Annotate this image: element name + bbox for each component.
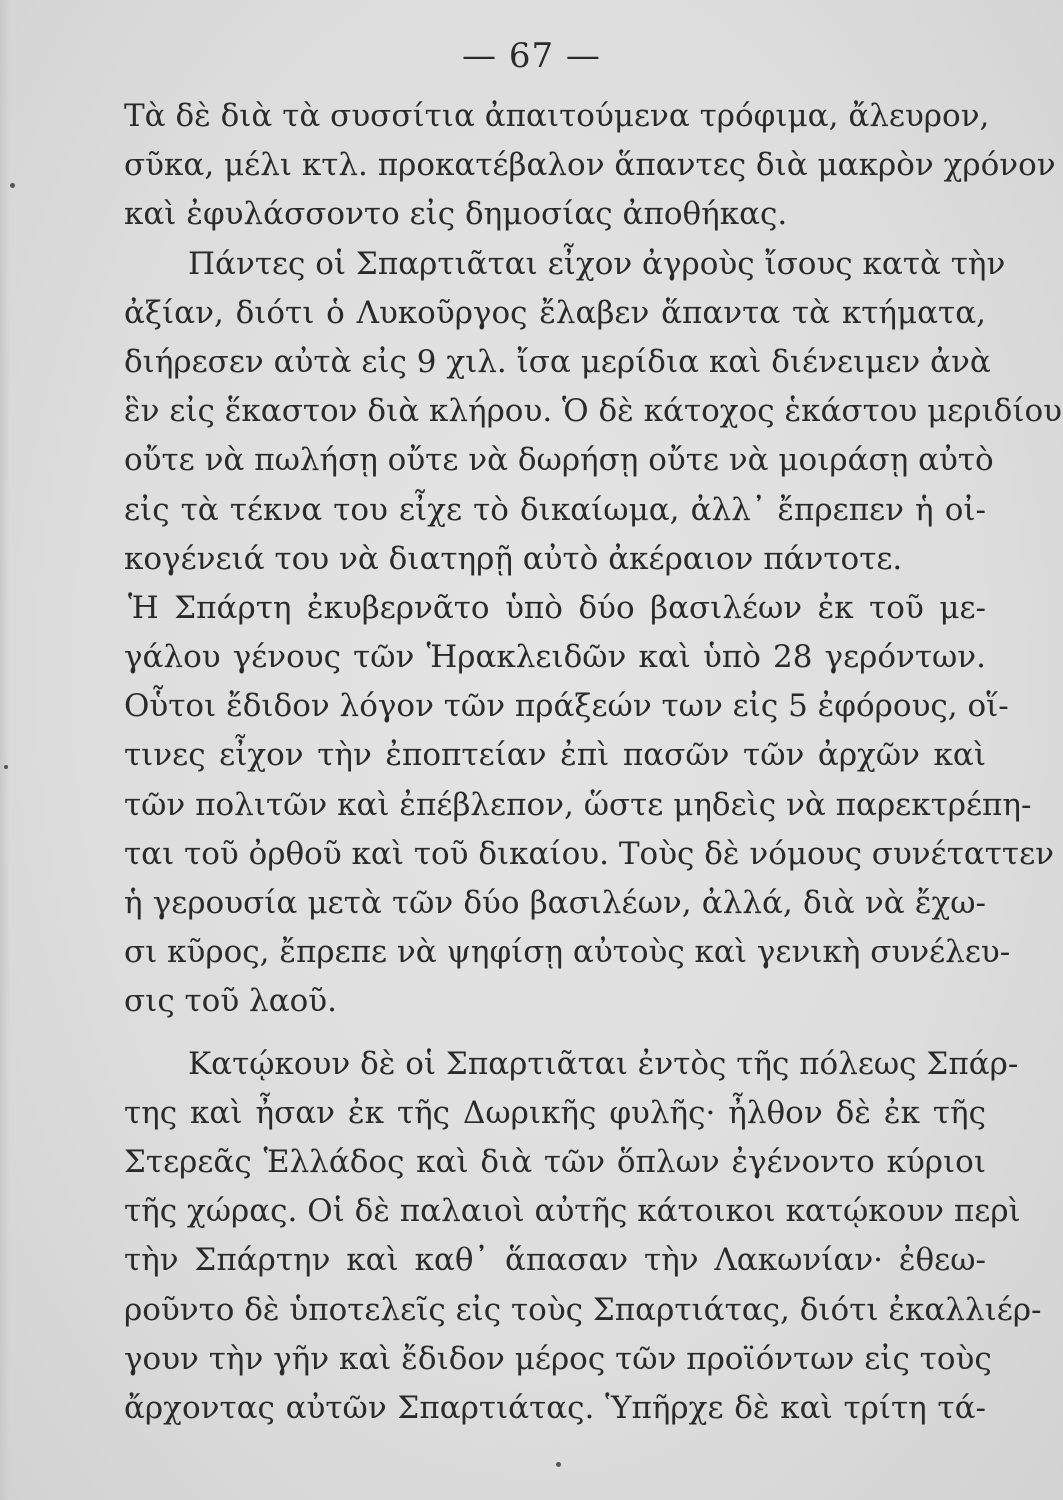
body-text [124, 92, 1062, 1433]
text-line: Πάντες οἱ Σπαρτιᾶται εἶχον ἀγροὺς ἴσους κατὰ τὴν [188, 245, 1006, 282]
text-line: Κατῴκουν δὲ οἱ Σπαρτιᾶται ἐντὸς τῆς πόλεως Σπάρ- [188, 1045, 1019, 1082]
text-line: τῆς χώρας. Οἱ δὲ παλαιοὶ αὐτῆς κάτοικοι κατῴκουν περὶ [124, 1193, 1021, 1230]
text-line: Ἡ Σπάρτη ἐκυβερνᾶτο ὑπὸ δύο βασιλέων ἐκ τοῦ με- [128, 589, 986, 626]
text-line: Τὰ δὲ διὰ τὰ συσσίτια ἀπαιτούμενα τρόφιμα, ἄλευρον, [124, 98, 990, 134]
paper-speck [10, 183, 15, 188]
text-line: ἓν εἰς ἕκαστον διὰ κλήρου. Ὁ δὲ κάτοχος ἑκάστου μεριδίου [124, 393, 1062, 430]
page-number: — 67 — [462, 36, 601, 76]
text-line: διήρεσεν αὐτὰ εἰς 9 χιλ. ἴσα μερίδια καὶ διένειμεν ἀνὰ [124, 343, 991, 380]
text-line: Οὗτοι ἔδιδον λόγον τῶν πράξεών των εἰς 5 ἐφόρους, οἵ- [124, 688, 1009, 725]
text-line: Στερεᾶς Ἑλλάδος καὶ διὰ τῶν ὅπλων ἐγένοντο κύριοι [124, 1143, 986, 1180]
text-line: ται τοῦ ὀρθοῦ καὶ τοῦ δικαίου. Τοὺς δὲ νόμους συνέταττεν [124, 835, 1054, 872]
text-line: κογένειά του νὰ διατηρῇ αὐτὸ ἀκέραιον πάντοτε. [124, 540, 903, 577]
text-line: γουν τὴν γῆν καὶ ἔδιδον μέρος τῶν προϊόντων εἰς τοὺς [124, 1340, 992, 1377]
paper-speck [556, 1462, 561, 1467]
text-line: ἡ γερουσία μετὰ τῶν δύο βασιλέων, ἀλλά, διὰ νὰ ἔχω- [124, 885, 986, 921]
text-line: ἄρχοντας αὐτῶν Σπαρτιάτας. Ὑπῆρχε δὲ καὶ τρίτη τά- [124, 1389, 986, 1426]
text-line: τὴν Σπάρτην καὶ καθ᾽ ἅπασαν τὴν Λακωνίαν· ἐθεω- [124, 1242, 986, 1279]
text-line: σις τοῦ λαοῦ. [124, 983, 337, 1020]
text-line: οὔτε νὰ πωλήσῃ οὔτε νὰ δωρήσῃ οὔτε νὰ μοιράσῃ αὐτὸ [124, 442, 994, 479]
text-line: ἀξίαν, διότι ὁ Λυκοῦργος ἔλαβεν ἅπαντα τὰ κτήματα, [124, 294, 986, 331]
binding-edge [0, 0, 10, 1500]
paper-speck [4, 765, 8, 769]
text-line: καὶ ἐφυλάσσοντο εἰς δημοσίας ἀποθήκας. [124, 196, 788, 233]
text-line: σῦκα, μέλι κτλ. προκατέβαλον ἅπαντες διὰ μακρὸν χρόνον [124, 147, 1056, 184]
text-line: τῶν πολιτῶν καὶ ἐπέβλεπον, ὥστε μηδεὶς νὰ παρεκτρέπη- [124, 786, 1032, 823]
text-line: σι κῦρος, ἔπρεπε νὰ ψηφίσῃ αὐτοὺς καὶ γενικὴ συνέλευ- [124, 934, 1011, 971]
text-line: της καὶ ἦσαν ἐκ τῆς Δωρικῆς φυλῆς· ἦλθον δὲ ἐκ τῆς [124, 1094, 986, 1131]
text-line: τινες εἶχον τὴν ἐποπτείαν ἐπὶ πασῶν τῶν ἀρχῶν καὶ [124, 737, 986, 774]
text-line: εἰς τὰ τέκνα του εἶχε τὸ δικαίωμα, ἀλλ᾽ ἔπρεπεν ἡ οἰ- [124, 491, 986, 528]
text-line: ροῦντο δὲ ὑποτελεῖς εἰς τοὺς Σπαρτιάτας, διότι ἐκαλλιέρ- [124, 1291, 1042, 1328]
text-line: γάλου γένους τῶν Ἡρακλειδῶν καὶ ὑπὸ 28 γερόντων. [124, 639, 986, 676]
paragraph-gap [124, 1027, 986, 1040]
